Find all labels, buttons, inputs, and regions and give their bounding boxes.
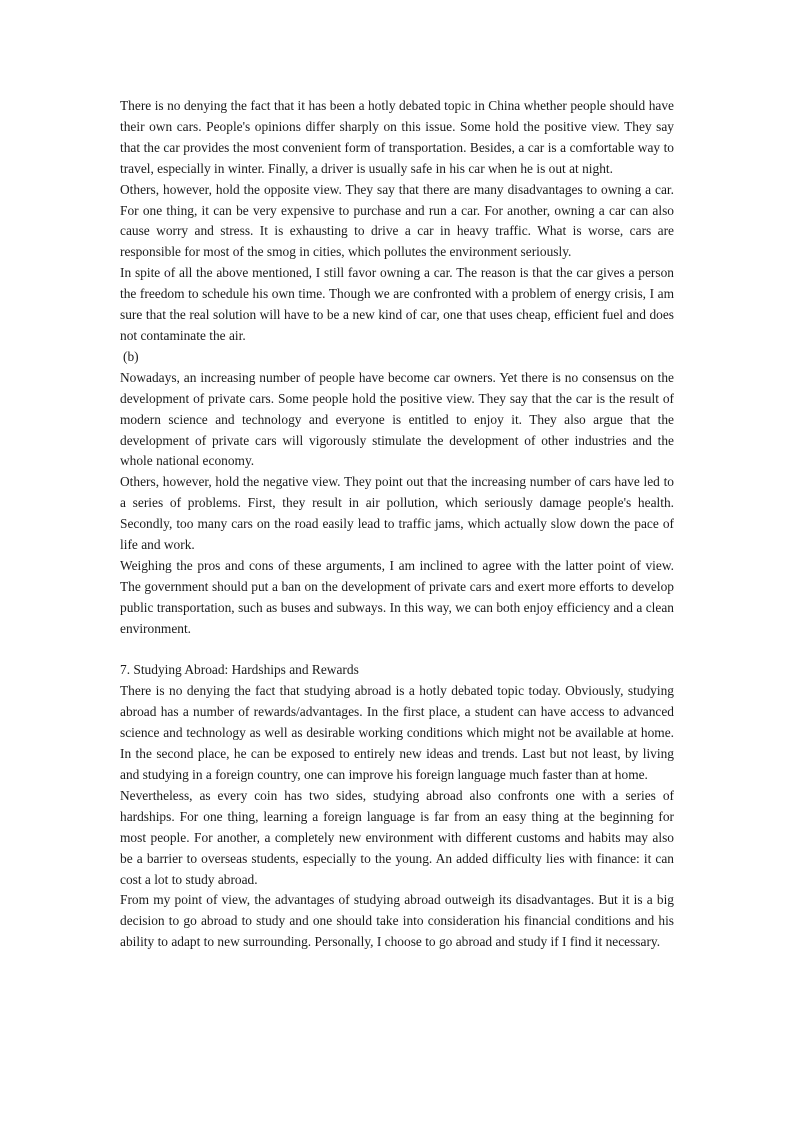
document-page	[120, 96, 674, 953]
essay-7-heading: 7. Studying Abroad: Hardships and Rewards	[120, 662, 359, 678]
essay-a-paragraph-3: In spite of all the above mentioned, I still favor owning a car. The reason is that the car gives a person the freedom to schedule his own time. Though we are confronted with a problem of energy crisis, I am sure that the real solution will have to be a new kind of car, one that uses cheap, efficient fuel and does not contaminate the air.	[120, 265, 674, 343]
essay-b-paragraph-2: Others, however, hold the negative view. They point out that the increasing number of cars have led to a series of problems. First, they result in air pollution, which seriously damage people's health. Secondly, too many cars on the road easily lead to traffic jams, which actually slow down the pace of life and work.	[120, 474, 674, 553]
essay-7-paragraph-1: There is no denying the fact that studying abroad is a hotly debated topic today. Obviously, studying abroad has a number of rewards/advantages. In the first place, a student can have access to advanced science and technology as well as desirable working conditions which might not be available at home. In the second place, he can be exposed to entirely new ideas and trends. Last but not least, by living and studying in a foreign country, one can improve his foreign language much faster than at home.	[120, 683, 674, 782]
essay-b-label: (b)	[123, 348, 139, 364]
essay-a-paragraph-1: There is no denying the fact that it has been a hotly debated topic in China whether people should have their own cars. People's opinions differ sharply on this issue. Some hold the positive view. They say that the car provides the most convenient form of transportation. Besides, a car is a comfortable way to travel, especially in winter. Finally, a driver is usually safe in his car when he is out at night.	[120, 98, 674, 176]
essay-b-paragraph-1: Nowadays, an increasing number of people have become car owners. Yet there is no consensus on the development of private cars. Some people hold the positive view. They say that the car is the result of modern science and technology and everyone is entitled to enjoy it. They also argue that the development of private cars will vigorously stimulate the development of other industries and the whole national economy.	[120, 369, 674, 469]
essay-7-paragraph-3: From my point of view, the advantages of studying abroad outweigh its disadvantages. But it is a big decision to go abroad to study and one should take into consideration his financial conditions and his ability to adapt to new surrounding. Personally, I choose to go abroad and study if I find it necessary.	[120, 892, 674, 950]
essay-b-paragraph-3: Weighing the pros and cons of these arguments, I am inclined to agree with the latter point of view. The government should put a ban on the development of private cars and exert more efforts to develop public transportation, such as buses and subways. In this way, we can both enjoy efficiency and a clean environment.	[120, 557, 674, 636]
essay-a-paragraph-2: Others, however, hold the opposite view. They say that there are many disadvantages to owning a car. For one thing, it can be very expensive to purchase and run a car. For another, owning a car can also cause worry and stress. It is exhausting to drive a car in heavy traffic. What is worse, cars are responsible for most of the smog in cities, which pollutes the environment seriously.	[120, 181, 674, 260]
section-spacer	[120, 640, 674, 661]
essay-7-paragraph-2: Nevertheless, as every coin has two sides, studying abroad also confronts one with a series of hardships. For one thing, learning a foreign language is far from an easy thing at the beginning for most people. For another, a completely new environment with different customs and habits may also be a barrier to overseas students, especially to the young. An added difficulty lies with finance: it can cost a lot to study abroad.	[120, 787, 674, 887]
